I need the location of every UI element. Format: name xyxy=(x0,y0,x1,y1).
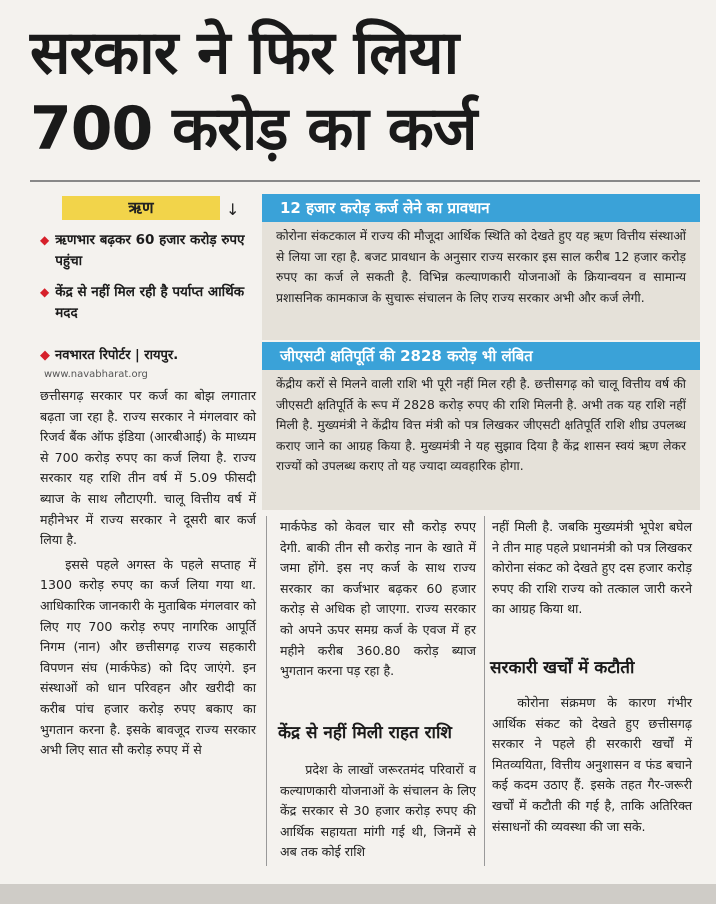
article-column-3 xyxy=(492,517,692,620)
column-divider xyxy=(266,516,267,866)
article-column-3-continued xyxy=(492,693,692,837)
headline-line-1: सरकार ने फिर लिया xyxy=(30,18,459,88)
red-diamond-icon: ◆ xyxy=(40,233,50,247)
paragraph: प्रदेश के लाखों जरूरतमंद परिवारों व कल्याणकारी योजनाओं के संचालन के लिए केंद्र सरकार से 30 हजार करोड़ रुपए की आर्थिक सहायता मांगी गई थी, जिनमें से अब तक कोई राशि xyxy=(280,762,476,860)
column-divider xyxy=(484,516,485,866)
paragraph: इससे पहले अगस्त के पहले सप्ताह में 1300 करोड़ रुपए का कर्ज लिया गया था. आधिकारिक जानकारी के मुताबिक मंगलवार को लिए गए 700 करोड़ रुपए नागरिक आपूर्ति निगम (नान) और छत्तीसगढ़ राज्य सहकारी विपणन संघ (मार्कफेड) को दिए जाएंगे. इन संस्थाओं को धान परिवहन और खरीदी का करीब पांच हजार करोड़ रुपए बकाए का भुगतान करना है. इसके बावजूद राज्य सरकार अभी लिए सात सौ करोड़ रुपए में से xyxy=(40,556,256,758)
page-edge xyxy=(0,884,716,904)
highlight-text: ऋणभार बढ़कर 60 हजार करोड़ रुपए पहुंचा xyxy=(55,232,245,269)
paragraph: छत्तीसगढ़ सरकार पर कर्ज का बोझ लगातार बढ़ता जा रहा है. राज्य सरकार ने मंगलवार को रिजर्व बैंक ऑफ इंडिया (आरबीआई) के माध्यम से 700 करोड़ रुपए का कर्ज लिया है. राज्य सरकार यह राशि तीन वर्ष में 5.09 फीसदी ब्याज के साथ लौटाएगी. चालू वित्तीय वर्ष में महीनेभर में राज्य सरकार ने दूसरी बार कर्ज लिया है. xyxy=(40,388,256,548)
headline-rule xyxy=(30,180,700,182)
byline-text: नवभारत रिपोर्टर | रायपुर. xyxy=(55,348,179,363)
info-box-2-body: केंद्रीय करों से मिलने वाली राशि भी पूरी नहीं मिल रही है. छत्तीसगढ़ को चालू वित्तीय वर्ष की जीएसटी क्षतिपूर्ति के रूप में 2828 करोड़ रुपए की राशि मिलनी है. अभी तक यह राशि नहीं मिली है. मुख्यमंत्री ने केंद्रीय वित्त मंत्री को पत्र लिखकर जीएसटी क्षतिपूर्ति राशि शीघ्र उपलब्ध कराए जाने का आग्रह किया है. मुख्यमंत्री ने यह सुझाव दिया है केंद्र शासन स्वयं ऋण लेकर राज्यों को उपलब्ध कराए तो यह ज्यादा व्यवहारिक होगा. xyxy=(276,377,686,473)
article-column-2-continued xyxy=(280,760,476,863)
headline-line-2: 700 करोड़ का कर्ज xyxy=(30,94,477,164)
section-tag: ऋण xyxy=(62,196,220,220)
red-diamond-icon: ◆ xyxy=(40,348,50,363)
byline xyxy=(40,345,178,363)
paragraph: मार्कफेड को केवल चार सौ करोड़ रुपए देगी. बाकी तीन सौ करोड़ नान के खाते में जमा होंगे. इस नए कर्ज के साथ राज्य सरकार का कर्जभार बढ़कर 60 हजार करोड़ से अधिक हो जाएगा. राज्य सरकार को अपने ऊपर समग्र कर्ज के एवज में हर महीने करीब 360.80 करोड़ ब्याज भुगतान करना पड़ रहा है. xyxy=(280,519,476,679)
info-box-1-title-bar xyxy=(262,194,700,222)
info-box-2-title: जीएसटी क्षतिपूर्ति की 2828 करोड़ भी लंबित xyxy=(280,347,533,365)
red-diamond-icon: ◆ xyxy=(40,285,50,299)
info-box-1-title: 12 हजार करोड़ कर्ज लेने का प्रावधान xyxy=(280,199,490,217)
article-column-1 xyxy=(40,386,256,761)
website-url: www.navabharat.org xyxy=(44,369,148,380)
highlight-text: केंद्र से नहीं मिल रही है पर्याप्त आर्थिक मदद xyxy=(55,284,245,321)
article-column-2 xyxy=(280,517,476,682)
paragraph: कोरोना संक्रमण के कारण गंभीर आर्थिक संकट को देखते हुए छत्तीसगढ़ सरकार ने पहले ही सरकारी खर्चों में मितव्ययिता, वित्तीय अनुशासन व फंड बचाने कई कदम उठाए हैं. इसके तहत गैर-जरूरी खर्चों में कटौती की गई है, ताकि अतिरिक्त संसाधनों की व्यवस्था की जा सके. xyxy=(492,695,692,834)
info-box-1-body: कोरोना संकटकाल में राज्य की मौजूदा आर्थिक स्थिति को देखते हुए यह ऋण वित्तीय संस्थाओं से लिया जा रहा है. बजट प्रावधान के अनुसार राज्य सरकार इस साल करीब 12 हजार करोड़ रुपए का कर्ज ले सकती है. विभिन्न कल्याणकारी योजनाओं के क्रियान्वयन व सामान्य प्रशासनिक कामकाज के सुचारू संचालन के लिए राज्य सरकार अभी और कर्ज लेगी. xyxy=(276,229,686,305)
down-arrow-icon: ↓ xyxy=(226,200,240,219)
highlight-item xyxy=(40,282,258,324)
info-box-2-title-bar xyxy=(262,342,700,370)
paragraph: नहीं मिली है. जबकि मुख्यमंत्री भूपेश बघेल ने तीन माह पहले प्रधानमंत्री को पत्र लिखकर कोरोना संकट को देखते हुए दस हजार करोड़ रुपए की राशि राज्य को तत्काल जारी करने का आग्रह किया था. xyxy=(492,519,692,617)
highlights-list xyxy=(40,230,258,334)
subheading-expense-cuts: सरकारी खर्चों में कटौती xyxy=(490,658,635,678)
subheading-relief: केंद्र से नहीं मिली राहत राशि xyxy=(278,723,452,743)
highlight-item xyxy=(40,230,258,272)
